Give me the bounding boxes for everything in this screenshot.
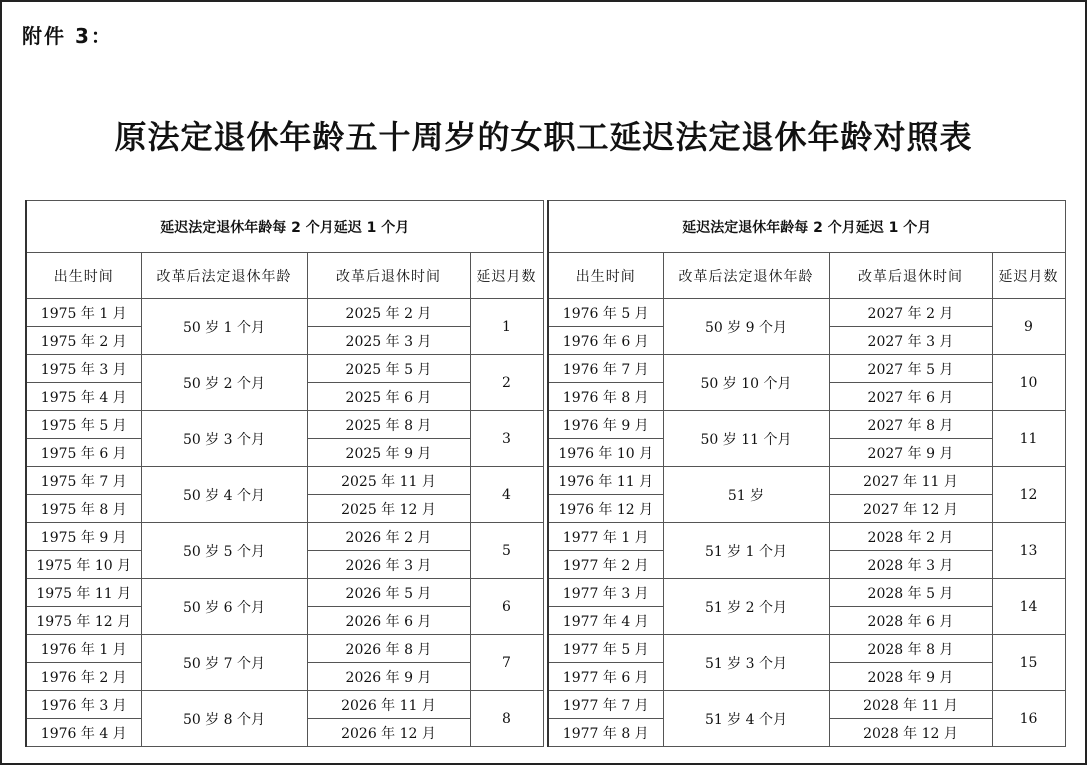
table-row [26,411,543,439]
retirement-age-cell: 50 岁 3 个月 [141,411,307,467]
table-caption-row [548,201,1065,253]
birth-time-header: 出生时间 [548,253,663,299]
birth-time-cell: 1975 年 6 月 [26,439,141,467]
delay-months-cell: 16 [992,691,1065,747]
birth-time-cell: 1975 年 12 月 [26,607,141,635]
table-caption-row [26,201,543,253]
retirement-time-cell: 2028 年 11 月 [829,691,992,719]
birth-time-cell: 1976 年 9 月 [548,411,663,439]
delay-months-header: 延迟月数 [992,253,1065,299]
retirement-time-cell: 2026 年 8 月 [307,635,470,663]
birth-time-cell: 1975 年 3 月 [26,355,141,383]
retirement-time-cell: 2028 年 6 月 [829,607,992,635]
birth-time-cell: 1976 年 6 月 [548,327,663,355]
retirement-age-cell: 51 岁 1 个月 [663,523,829,579]
table-row [548,579,1065,607]
retirement-age-cell: 50 岁 10 个月 [663,355,829,411]
delay-months-cell: 8 [470,691,543,747]
retirement-age-cell: 51 岁 3 个月 [663,635,829,691]
birth-time-cell: 1975 年 10 月 [26,551,141,579]
table-caption: 延迟法定退休年龄每 2 个月延迟 1 个月 [548,201,1065,253]
retirement-time-cell: 2027 年 2 月 [829,299,992,327]
delay-months-cell: 1 [470,299,543,355]
table-row [26,523,543,551]
table-row [548,691,1065,719]
new-retirement-time-header: 改革后退休时间 [829,253,992,299]
birth-time-cell: 1975 年 9 月 [26,523,141,551]
table-row [548,411,1065,439]
birth-time-cell: 1976 年 5 月 [548,299,663,327]
table-row [548,635,1065,663]
retirement-time-cell: 2026 年 6 月 [307,607,470,635]
retirement-time-cell: 2027 年 8 月 [829,411,992,439]
new-retirement-time-header: 改革后退休时间 [307,253,470,299]
delay-months-cell: 9 [992,299,1065,355]
retirement-time-cell: 2025 年 8 月 [307,411,470,439]
birth-time-cell: 1977 年 7 月 [548,691,663,719]
retirement-time-cell: 2025 年 6 月 [307,383,470,411]
retirement-age-cell: 50 岁 9 个月 [663,299,829,355]
retirement-time-cell: 2026 年 3 月 [307,551,470,579]
delay-months-cell: 4 [470,467,543,523]
birth-time-cell: 1977 年 1 月 [548,523,663,551]
birth-time-cell: 1976 年 2 月 [26,663,141,691]
table-row [26,467,543,495]
delay-months-cell: 10 [992,355,1065,411]
birth-time-cell: 1976 年 3 月 [26,691,141,719]
retirement-time-cell: 2027 年 12 月 [829,495,992,523]
comparison-table-left [25,200,544,747]
birth-time-cell: 1975 年 7 月 [26,467,141,495]
new-retirement-age-header: 改革后法定退休年龄 [663,253,829,299]
birth-time-cell: 1976 年 1 月 [26,635,141,663]
table-row [548,355,1065,383]
delay-months-header: 延迟月数 [470,253,543,299]
retirement-time-cell: 2025 年 9 月 [307,439,470,467]
table-row [548,523,1065,551]
birth-time-cell: 1977 年 3 月 [548,579,663,607]
retirement-time-cell: 2028 年 5 月 [829,579,992,607]
retirement-time-cell: 2028 年 3 月 [829,551,992,579]
delay-months-cell: 3 [470,411,543,467]
delay-months-cell: 15 [992,635,1065,691]
retirement-age-cell: 50 岁 8 个月 [141,691,307,747]
birth-time-cell: 1976 年 10 月 [548,439,663,467]
birth-time-cell: 1975 年 4 月 [26,383,141,411]
table-row [548,299,1065,327]
new-retirement-age-header: 改革后法定退休年龄 [141,253,307,299]
retirement-age-cell: 51 岁 [663,467,829,523]
retirement-age-cell: 50 岁 7 个月 [141,635,307,691]
table-row [548,467,1065,495]
column-header-row [26,253,543,299]
birth-time-cell: 1975 年 8 月 [26,495,141,523]
retirement-age-cell: 50 岁 11 个月 [663,411,829,467]
birth-time-cell: 1976 年 8 月 [548,383,663,411]
retirement-time-cell: 2026 年 11 月 [307,691,470,719]
retirement-time-cell: 2027 年 11 月 [829,467,992,495]
delay-months-cell: 7 [470,635,543,691]
retirement-time-cell: 2025 年 11 月 [307,467,470,495]
birth-time-cell: 1976 年 4 月 [26,719,141,747]
retirement-time-cell: 2026 年 5 月 [307,579,470,607]
document-title: 原法定退休年龄五十周岁的女职工延迟法定退休年龄对照表 [114,118,973,156]
retirement-age-cell: 50 岁 4 个月 [141,467,307,523]
birth-time-cell: 1975 年 11 月 [26,579,141,607]
retirement-time-cell: 2026 年 9 月 [307,663,470,691]
retirement-age-cell: 50 岁 6 个月 [141,579,307,635]
birth-time-cell: 1976 年 7 月 [548,355,663,383]
delay-months-cell: 6 [470,579,543,635]
delay-months-cell: 11 [992,411,1065,467]
birth-time-cell: 1976 年 12 月 [548,495,663,523]
birth-time-cell: 1977 年 5 月 [548,635,663,663]
retirement-time-cell: 2025 年 3 月 [307,327,470,355]
column-header-row [548,253,1065,299]
delay-months-cell: 5 [470,523,543,579]
birth-time-cell: 1975 年 1 月 [26,299,141,327]
retirement-time-cell: 2026 年 12 月 [307,719,470,747]
birth-time-cell: 1977 年 8 月 [548,719,663,747]
retirement-time-cell: 2025 年 5 月 [307,355,470,383]
birth-time-cell: 1975 年 2 月 [26,327,141,355]
table-row [26,355,543,383]
retirement-age-cell: 50 岁 2 个月 [141,355,307,411]
retirement-time-cell: 2027 年 5 月 [829,355,992,383]
retirement-time-cell: 2027 年 6 月 [829,383,992,411]
table-caption: 延迟法定退休年龄每 2 个月延迟 1 个月 [26,201,543,253]
retirement-time-cell: 2028 年 12 月 [829,719,992,747]
retirement-time-cell: 2025 年 2 月 [307,299,470,327]
birth-time-cell: 1977 年 4 月 [548,607,663,635]
retirement-time-cell: 2028 年 2 月 [829,523,992,551]
retirement-time-cell: 2027 年 9 月 [829,439,992,467]
annex-label: 附件 3： [22,24,113,48]
table-row [26,635,543,663]
delay-months-cell: 14 [992,579,1065,635]
birth-time-cell: 1977 年 6 月 [548,663,663,691]
retirement-time-cell: 2028 年 8 月 [829,635,992,663]
retirement-age-cell: 51 岁 4 个月 [663,691,829,747]
retirement-time-cell: 2027 年 3 月 [829,327,992,355]
delay-months-cell: 12 [992,467,1065,523]
birth-time-cell: 1977 年 2 月 [548,551,663,579]
table-row [26,579,543,607]
birth-time-cell: 1976 年 11 月 [548,467,663,495]
delay-months-cell: 2 [470,355,543,411]
table-row [26,691,543,719]
retirement-age-cell: 50 岁 1 个月 [141,299,307,355]
retirement-time-cell: 2028 年 9 月 [829,663,992,691]
birth-time-header: 出生时间 [26,253,141,299]
birth-time-cell: 1975 年 5 月 [26,411,141,439]
comparison-table-right [547,200,1066,747]
retirement-time-cell: 2025 年 12 月 [307,495,470,523]
delay-months-cell: 13 [992,523,1065,579]
table-row [26,299,543,327]
retirement-age-cell: 51 岁 2 个月 [663,579,829,635]
retirement-age-cell: 50 岁 5 个月 [141,523,307,579]
retirement-time-cell: 2026 年 2 月 [307,523,470,551]
